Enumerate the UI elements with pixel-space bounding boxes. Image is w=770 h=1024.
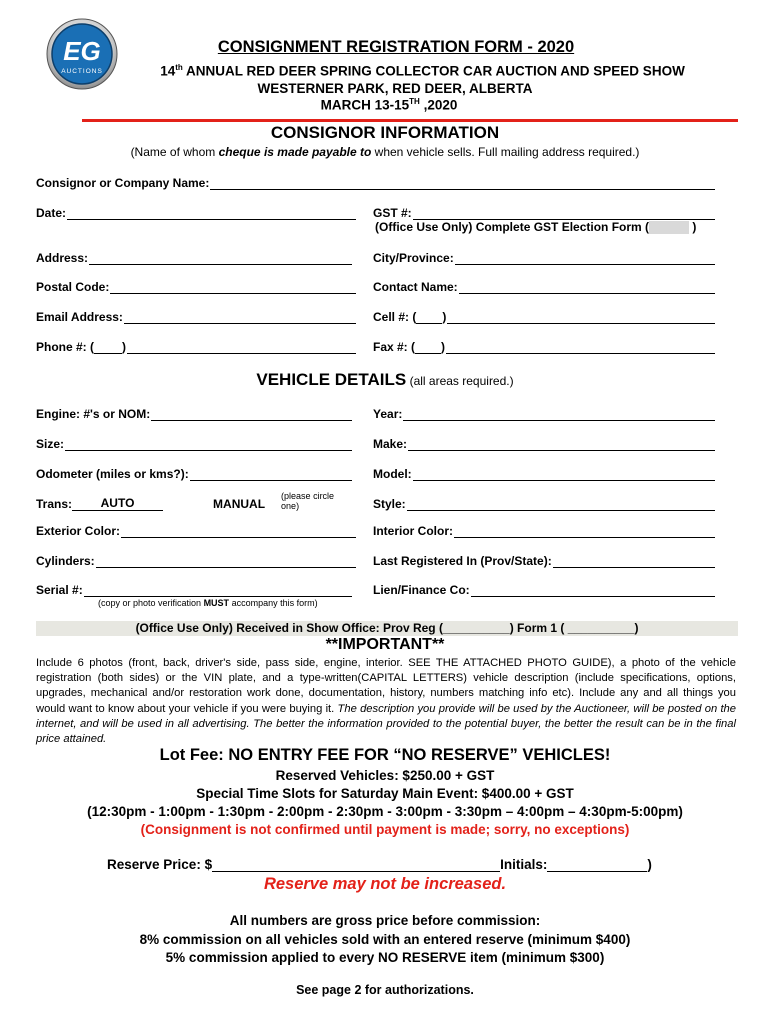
logo-text: EG bbox=[63, 36, 101, 66]
city-province-label: City/Province: bbox=[373, 251, 454, 265]
address-field[interactable] bbox=[36, 249, 352, 265]
cylinders-field[interactable] bbox=[36, 552, 356, 568]
exterior-color-field[interactable] bbox=[36, 522, 356, 538]
serial-note-must: MUST bbox=[203, 598, 230, 608]
phone-label: Phone #: ( bbox=[36, 340, 95, 354]
model-line[interactable] bbox=[413, 468, 715, 481]
consignor-note-emphasis: cheque is made payable to bbox=[218, 145, 372, 159]
gst-field[interactable] bbox=[373, 204, 715, 220]
special-time-slots-fee: Special Time Slots for Saturday Main Event: $400.00 + GST bbox=[196, 786, 574, 801]
city-province-field[interactable] bbox=[373, 249, 715, 265]
company-name-field[interactable] bbox=[36, 174, 715, 190]
transmission-label: Trans: bbox=[36, 497, 73, 511]
cell-field[interactable] bbox=[373, 308, 715, 324]
transmission-field[interactable] bbox=[36, 491, 352, 511]
cylinders-line[interactable] bbox=[96, 555, 356, 568]
important-title: **IMPORTANT** bbox=[325, 636, 445, 653]
header-line1-post: ANNUAL RED DEER SPRING COLLECTOR CAR AUCTION AND SPEED SHOW bbox=[182, 63, 685, 79]
commission-reserve: 8% commission on all vehicles sold with an entered reserve (minimum $400) bbox=[139, 932, 631, 947]
page-two-note: See page 2 for authorizations. bbox=[296, 983, 474, 997]
model-field[interactable] bbox=[373, 465, 715, 481]
email-field[interactable] bbox=[36, 308, 356, 324]
trans-auto-option[interactable]: AUTO bbox=[72, 496, 163, 511]
trans-circle-note: (please circle one) bbox=[281, 491, 335, 511]
initials-label: Initials: bbox=[500, 857, 548, 872]
lien-field[interactable] bbox=[373, 581, 715, 597]
logo-subtext: AUCTIONS bbox=[61, 68, 103, 75]
lien-line[interactable] bbox=[471, 584, 715, 597]
size-line[interactable] bbox=[65, 438, 352, 451]
fax-label: Fax #: ( bbox=[373, 340, 416, 354]
style-field[interactable] bbox=[373, 495, 715, 511]
office-use-bar: (Office Use Only) Received in Show Office: Prov Reg (__________) Form 1 ( __________) bbox=[36, 621, 738, 636]
header-event-line bbox=[0, 63, 770, 79]
important-italic: The description you provide will be used by the Auctioneer, will be posted on the internet, and will be used in all advertising. The better the information provided to the potential buyer, the better the result can be in the final price attained. bbox=[36, 702, 736, 746]
serial-field[interactable] bbox=[36, 581, 352, 597]
form-title: CONSIGNMENT REGISTRATION FORM - 2020 bbox=[217, 38, 575, 56]
header-line3-post: ,2020 bbox=[419, 97, 458, 113]
model-label: Model: bbox=[373, 467, 412, 481]
phone-number-line[interactable] bbox=[127, 341, 356, 354]
company-name-line[interactable] bbox=[210, 177, 715, 190]
interior-color-line[interactable] bbox=[454, 525, 715, 538]
header-line3-pre: MARCH 13-15 bbox=[320, 97, 410, 113]
engine-line[interactable] bbox=[151, 408, 352, 421]
year-field[interactable] bbox=[373, 405, 715, 421]
email-line[interactable] bbox=[124, 311, 356, 324]
postal-code-label: Postal Code: bbox=[36, 280, 110, 294]
cell-number-line[interactable] bbox=[447, 311, 715, 324]
reserve-no-increase-note: Reserve may not be increased. bbox=[263, 875, 507, 893]
cell-paren-close: ) bbox=[442, 310, 447, 324]
lot-fee-heading: Lot Fee: NO ENTRY FEE FOR “NO RESERVE” VEHICLES! bbox=[159, 746, 611, 764]
size-label: Size: bbox=[36, 437, 65, 451]
year-line[interactable] bbox=[403, 408, 715, 421]
contact-name-field[interactable] bbox=[373, 278, 715, 294]
company-name-label: Consignor or Company Name: bbox=[36, 176, 210, 190]
last-registered-field[interactable] bbox=[373, 552, 715, 568]
interior-color-field[interactable] bbox=[373, 522, 715, 538]
cylinders-label: Cylinders: bbox=[36, 554, 95, 568]
header-line3-sup: TH bbox=[409, 97, 420, 106]
last-registered-label: Last Registered In (Prov/State): bbox=[373, 554, 552, 568]
postal-code-field[interactable] bbox=[36, 278, 356, 294]
cell-area-code-line[interactable] bbox=[416, 311, 442, 324]
serial-note-pre: (copy or photo verification bbox=[98, 598, 204, 608]
initials-line[interactable] bbox=[547, 857, 647, 872]
serial-note-post: accompany this form) bbox=[229, 598, 318, 608]
payment-confirmation-note: (Consignment is not confirmed until payment is made; sorry, no exceptions) bbox=[140, 822, 630, 837]
exterior-color-label: Exterior Color: bbox=[36, 524, 121, 538]
style-label: Style: bbox=[373, 497, 406, 511]
time-slots-list: (12:30pm - 1:00pm - 1:30pm - 2:00pm - 2:30pm - 3:00pm - 3:30pm – 4:00pm – 4:30pm-5:00pm) bbox=[87, 804, 683, 819]
odometer-label: Odometer (miles or kms?): bbox=[36, 467, 189, 481]
contact-name-line[interactable] bbox=[459, 281, 715, 294]
fax-number-line[interactable] bbox=[446, 341, 715, 354]
header-red-rule bbox=[82, 119, 738, 122]
date-label: Date: bbox=[36, 206, 67, 220]
make-label: Make: bbox=[373, 437, 408, 451]
reserve-price-label: Reserve Price: $ bbox=[107, 857, 213, 872]
make-field[interactable] bbox=[373, 435, 715, 451]
important-text: Include 6 photos (front, back, driver's side, pass side, engine, interior. SEE THE ATTACHED PHOTO GUIDE), a photo of the vehicle registration (both sides) or the VIN plate, and a type-written(CAPITAL LETTERS) vehicle description (include specifications, options, upgrades, mechanical and/or restoration work done, documentation, history, numbers matching info etc). Include any and all things you would want to know about your vehicle if you were buying it. bbox=[36, 657, 736, 715]
phone-field[interactable] bbox=[36, 338, 356, 354]
important-paragraph bbox=[36, 656, 736, 747]
initials-paren-close: ) bbox=[647, 857, 652, 872]
city-province-line[interactable] bbox=[455, 252, 715, 265]
make-line[interactable] bbox=[408, 438, 715, 451]
gst-note-text: (Office Use Only) Complete GST Election Form ( bbox=[375, 220, 650, 234]
cell-label: Cell #: ( bbox=[373, 310, 417, 324]
consignor-section-title: CONSIGNOR INFORMATION bbox=[270, 123, 500, 142]
engine-field[interactable] bbox=[36, 405, 352, 421]
contact-name-label: Contact Name: bbox=[373, 280, 458, 294]
address-label: Address: bbox=[36, 251, 89, 265]
commission-no-reserve: 5% commission applied to every NO RESERVE item (minimum $300) bbox=[165, 950, 605, 965]
style-line[interactable] bbox=[407, 498, 715, 511]
commission-intro: All numbers are gross price before commission: bbox=[229, 913, 541, 928]
reserve-price-row bbox=[107, 857, 652, 872]
header-line1-sup: th bbox=[175, 63, 183, 72]
exterior-color-line[interactable] bbox=[121, 525, 356, 538]
trans-manual-option[interactable]: MANUAL bbox=[213, 497, 266, 511]
header-date-line bbox=[0, 97, 770, 113]
interior-color-label: Interior Color: bbox=[373, 524, 453, 538]
reserved-vehicles-fee: Reserved Vehicles: $250.00 + GST bbox=[275, 768, 495, 783]
year-label: Year: bbox=[373, 407, 403, 421]
gst-label: GST #: bbox=[373, 206, 412, 220]
header-line1-pre: 14 bbox=[160, 63, 176, 79]
phone-area-code-line[interactable] bbox=[94, 341, 122, 354]
fax-area-code-line[interactable] bbox=[415, 341, 441, 354]
postal-code-line[interactable] bbox=[110, 281, 356, 294]
odometer-field[interactable] bbox=[36, 465, 352, 481]
header-venue-line: WESTERNER PARK, RED DEER, ALBERTA bbox=[257, 81, 533, 96]
odometer-line[interactable] bbox=[190, 468, 352, 481]
gst-line[interactable] bbox=[413, 207, 715, 220]
date-field[interactable] bbox=[36, 204, 356, 220]
fax-field[interactable] bbox=[373, 338, 715, 354]
serial-label: Serial #: bbox=[36, 583, 83, 597]
phone-paren-close: ) bbox=[122, 340, 127, 354]
vehicle-title: VEHICLE DETAILS bbox=[256, 370, 407, 389]
date-line[interactable] bbox=[67, 207, 356, 220]
consignor-note-pre: (Name of whom bbox=[130, 145, 219, 159]
engine-label: Engine: #'s or NOM: bbox=[36, 407, 151, 421]
vehicle-section-title bbox=[0, 370, 770, 390]
size-field[interactable] bbox=[36, 435, 352, 451]
gst-office-note bbox=[375, 220, 696, 234]
serial-line[interactable] bbox=[84, 584, 352, 597]
last-registered-line[interactable] bbox=[553, 555, 715, 568]
vehicle-subtitle: (all areas required.) bbox=[406, 374, 514, 388]
consignor-note-post: when vehicle sells. Full mailing address required.) bbox=[371, 145, 640, 159]
serial-note bbox=[98, 598, 318, 608]
gst-note-end: ) bbox=[692, 220, 697, 234]
lien-label: Lien/Finance Co: bbox=[373, 583, 470, 597]
reserve-price-line[interactable] bbox=[212, 857, 500, 872]
email-label: Email Address: bbox=[36, 310, 123, 324]
fax-paren-close: ) bbox=[441, 340, 446, 354]
address-line[interactable] bbox=[89, 252, 352, 265]
gst-note-shaded-box bbox=[649, 221, 689, 234]
consignor-note bbox=[0, 145, 770, 159]
